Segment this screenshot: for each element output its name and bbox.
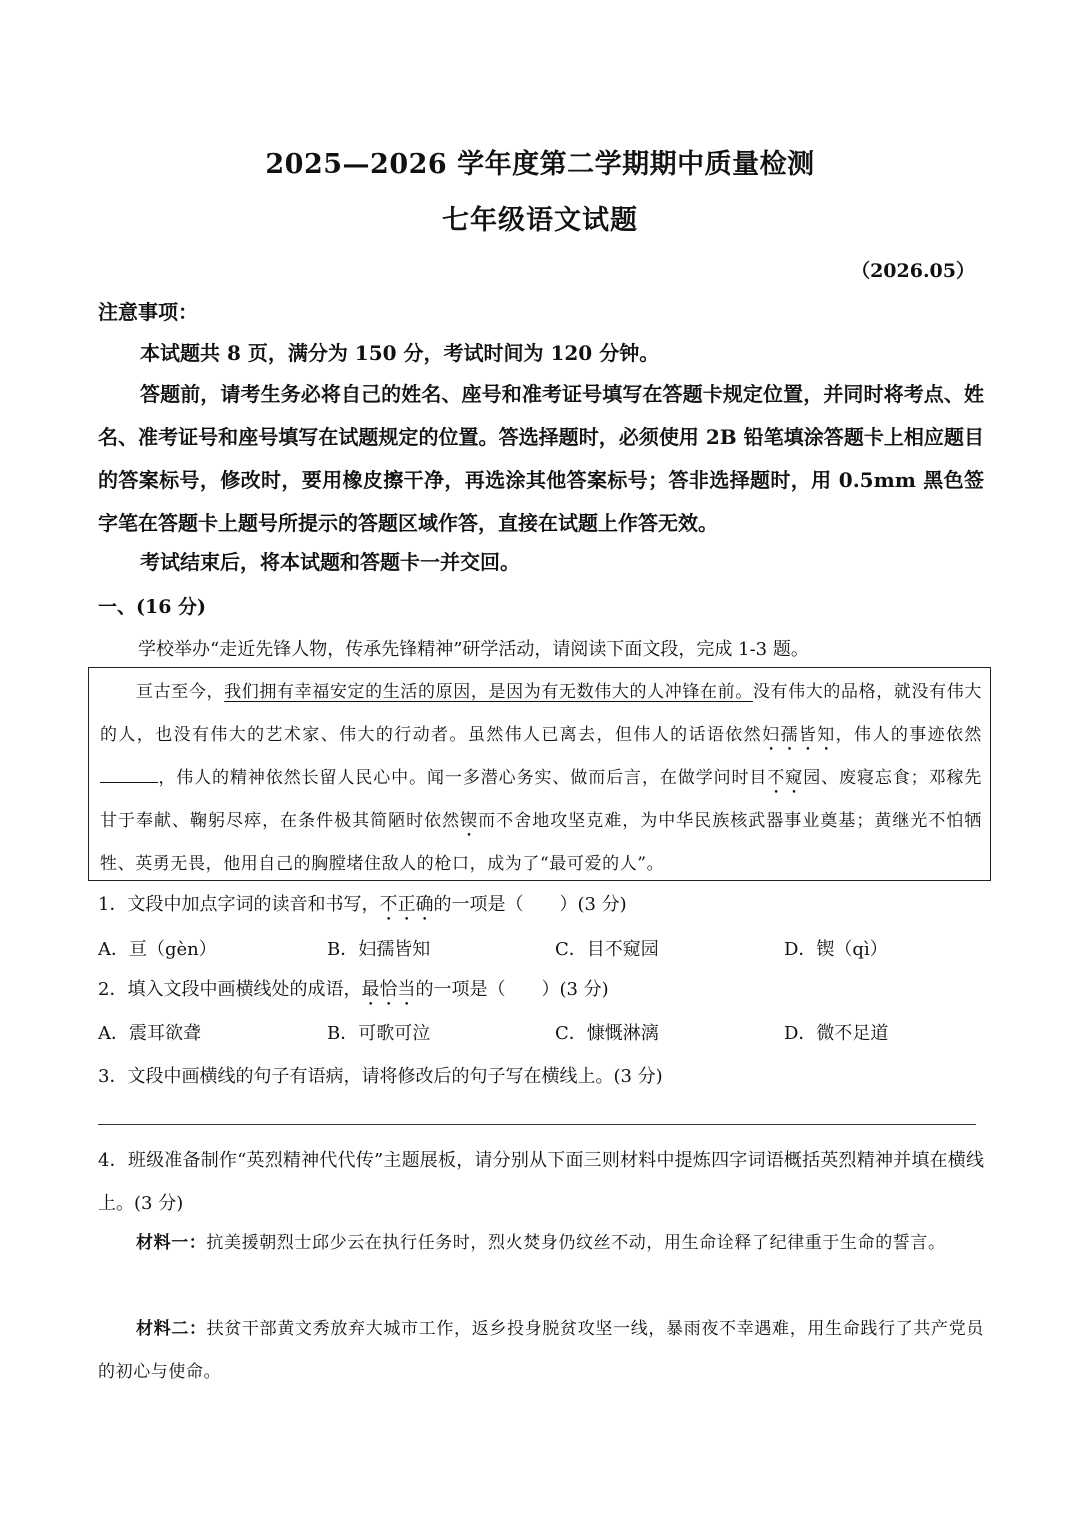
- notice-paragraph-2: 答题前，请考生务必将自己的姓名、座号和准考证号填写在答题卡规定位置，并同时将考点、姓名、准考证号和座号填写在试题规定的位置。答选择题时，必须使用 2B 铅笔填涂答题卡上相应题目的答案标号，修改时，要用橡皮擦干净，再选涂其他答案标号；答非选择题时，用 0.5mm 黑色签字笔在答题卡上题号所提示的答题区域作答，直接在试题上作答无效。: [98, 382, 984, 535]
- q2-option-c: C．慷慨淋漓: [555, 1023, 659, 1044]
- material-text: 抗美援朝烈士邱少云在执行任务时，烈火焚身仍纹丝不动，用生命诠释了纪律重于生命的誓言。: [206, 1233, 946, 1253]
- section-heading: 一、(16 分): [98, 596, 207, 618]
- q1-option-d: D．锲（qì）: [784, 939, 888, 960]
- passage-text: [100, 671, 982, 886]
- question-4-stem: 4．班级准备制作“英烈精神代代传”主题展板，请分别从下面三则材料中提炼四字词语概括英烈精神并填在横线上。(3 分): [98, 1150, 984, 1214]
- notice-heading: 注意事项：: [98, 300, 198, 324]
- notice-paragraph-3: 考试结束后，将本试题和答题卡一并交回。: [140, 550, 520, 574]
- material-label: 材料二：: [136, 1319, 207, 1339]
- exam-title: 2025—2026 学年度第二学期期中质量检测: [265, 149, 815, 180]
- q1-option-a: A．亘（gèn）: [98, 939, 217, 960]
- material-label: 材料一：: [136, 1233, 207, 1253]
- material-2: [98, 1308, 984, 1394]
- passage-segment: 园、废寝忘食；邓稼先甘于奉献、鞠躬尽瘁，在条件极其简陋时依然: [100, 768, 983, 831]
- stem-emphasis: 最恰当: [361, 979, 416, 1000]
- stem-emphasis: 不正确: [379, 894, 434, 915]
- notice-paragraph-1: 本试题共 8 页，满分为 150 分，考试时间为 120 分钟。: [140, 341, 660, 365]
- stem-text: 的一项是（ ）(3 分): [415, 979, 609, 1000]
- stem-text: 1．文段中加点字词的读音和书写，: [98, 894, 380, 915]
- material-1: [98, 1222, 984, 1265]
- passage-segment: ，伟人的事迹依然: [835, 725, 982, 745]
- section-intro: 学校举办“走近先锋人物，传承先锋精神”研学活动，请阅读下面文段，完成 1-3 题。: [138, 639, 809, 660]
- stem-text: 的一项是（ ）(3 分): [433, 894, 627, 915]
- passage-segment: 亘古至今，: [136, 682, 225, 702]
- question-3-stem: 3．文段中画横线的句子有语病，请将修改后的句子写在横线上。(3 分): [98, 1066, 663, 1087]
- question-1-stem: [98, 890, 627, 925]
- underlined-sentence: 我们拥有幸福安定的生活的原因，是因为有无数伟大的人冲锋在前。: [224, 682, 753, 702]
- q1-option-b: B．妇孺皆知: [327, 939, 431, 960]
- answer-line: [98, 1124, 976, 1125]
- dotted-word: 妇孺皆知: [762, 725, 836, 745]
- exam-date: （2026.05）: [851, 260, 975, 282]
- q2-option-d: D．微不足道: [784, 1023, 889, 1044]
- q2-option-b: B．可歌可泣: [327, 1023, 431, 1044]
- passage-segment: 没有伟大的品格，就没有伟大的人，也没有伟大的艺术家、伟大的行动者。虽然伟人已离去，但伟人的话语依然: [100, 682, 983, 745]
- stem-text: 2．填入文段中画横线处的成语，: [98, 979, 362, 1000]
- dotted-word: 锲: [460, 811, 479, 831]
- q2-option-a: A．震耳欲聋: [98, 1023, 201, 1044]
- question-2-stem: [98, 975, 609, 1010]
- fill-blank: [100, 766, 158, 783]
- passage-segment: 而不舍地攻坚克难，为中华民族核武器事业奠基；黄继光不怕牺牲、英勇无畏，他用自己的胸膛堵住敌人的枪口，成为了“最可爱的人”。: [100, 811, 982, 874]
- passage-segment: ，伟人的精神依然长留人民心中。闻一多潜心务实、做而后言，在做学问时目: [158, 768, 768, 788]
- exam-subtitle: 七年级语文试题: [442, 205, 638, 236]
- q1-option-c: C．目不窥园: [555, 939, 659, 960]
- material-text: 扶贫干部黄文秀放弃大城市工作，返乡投身脱贫攻坚一线，暴雨夜不幸遇难，用生命践行了共产党员的初心与使命。: [98, 1319, 984, 1382]
- dotted-word: 不窥: [767, 768, 804, 788]
